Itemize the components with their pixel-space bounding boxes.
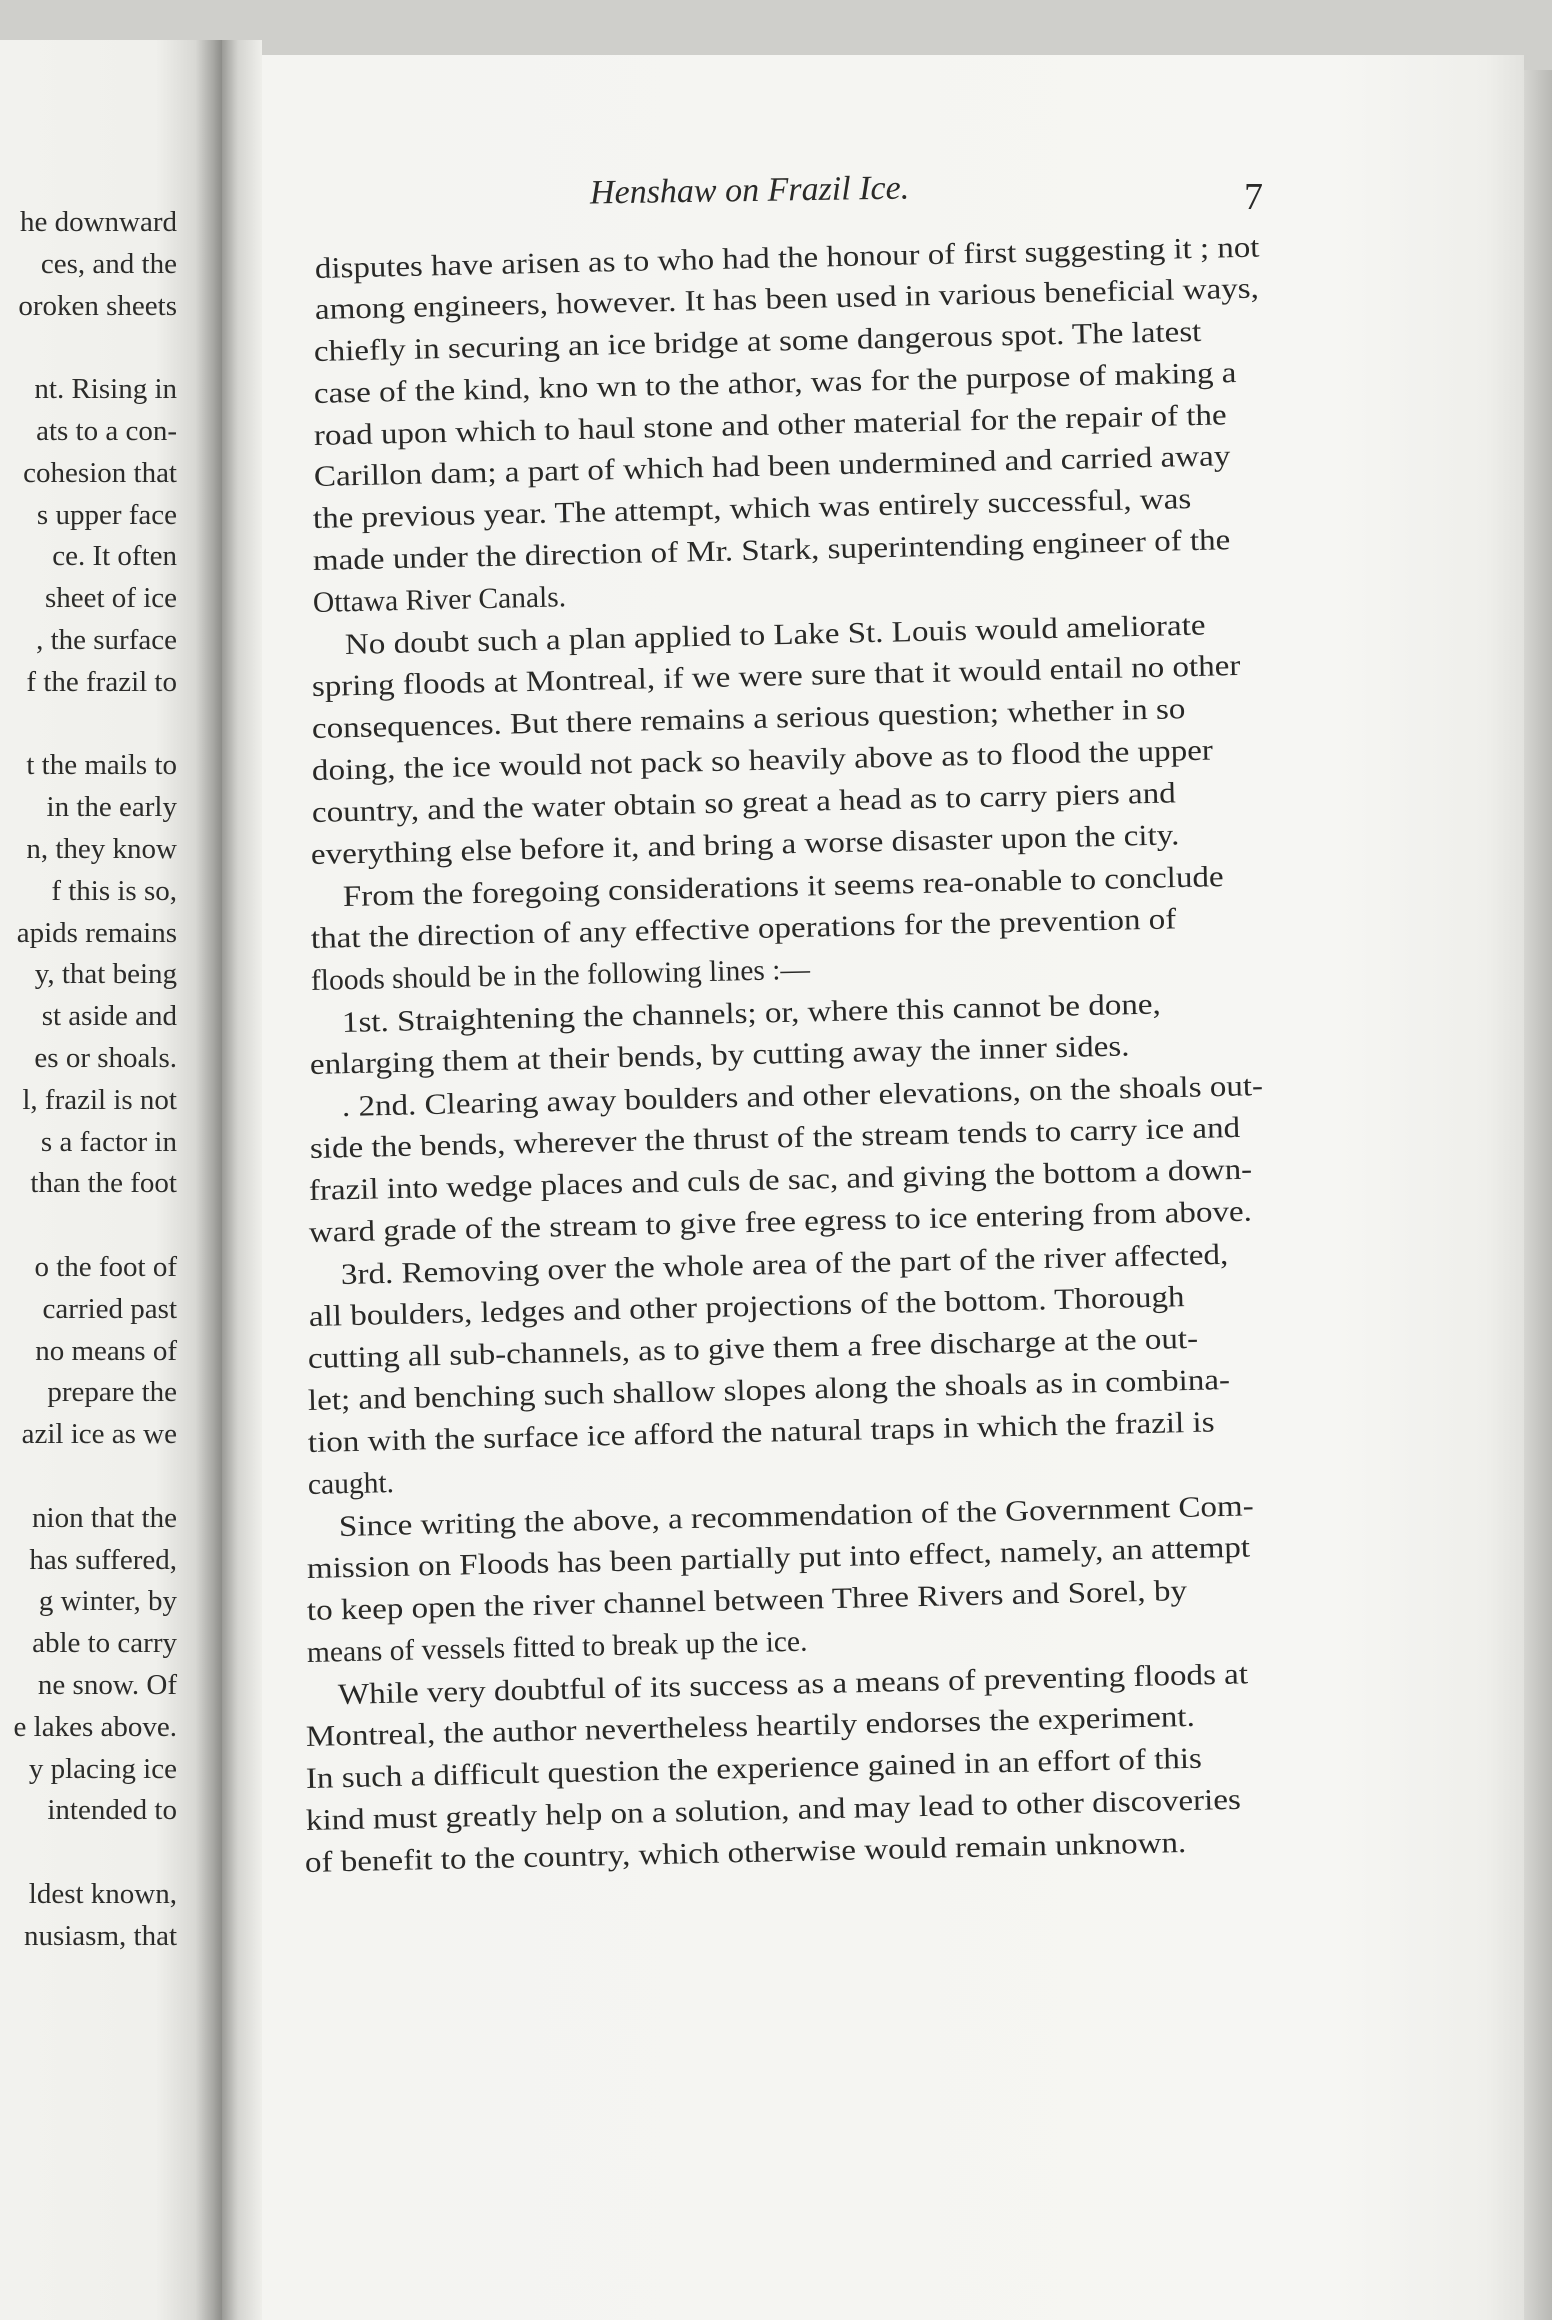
body-line: cutting all sub-channels, as to give them a free discharge at the out- xyxy=(307,1322,1199,1375)
body-line: disputes have arisen as to who had the honour of first suggesting it ; not xyxy=(314,231,1260,285)
left-page-line: n, they know xyxy=(26,833,177,865)
body-line: case of the kind, kno wn to the athor, was for the purpose of making a xyxy=(313,357,1237,410)
body-line: country, and the water obtain so great a head as to carry piers and xyxy=(311,777,1177,829)
body-line: No doubt such a plan applied to Lake St. Louis would ameliorate xyxy=(344,609,1206,661)
page-number: 7 xyxy=(1244,176,1263,218)
left-page-line: no means of xyxy=(35,1334,177,1367)
left-page-line: oroken sheets xyxy=(18,289,177,322)
body-line: of benefit to the country, which otherwise would remain unknown. xyxy=(304,1827,1187,1879)
body-line: tion with the surface ice afford the natural traps in which the frazil is xyxy=(307,1406,1215,1459)
left-page-line: carried past xyxy=(42,1292,177,1325)
body-line: floods should be in the following lines :— xyxy=(310,953,811,997)
left-page-line: sheet of ice xyxy=(44,582,177,615)
left-page-line: ces, and the xyxy=(40,247,177,280)
body-line: side the bends, wherever the thrust of the stream tends to carry ice and xyxy=(309,1111,1241,1165)
body-line: Since writing the above, a recommendation of the Government Com- xyxy=(338,1490,1254,1543)
body-line: the previous year. The attempt, which was entirely successful, was xyxy=(312,483,1192,535)
left-page-line: ne snow. Of xyxy=(37,1669,177,1701)
left-page-line: g winter, by xyxy=(38,1585,177,1618)
left-page-line: than the foot xyxy=(30,1167,177,1200)
body-line: . 2nd. Clearing away boulders and other elevations, on the shoals out- xyxy=(341,1070,1264,1123)
left-page-line: apids remains xyxy=(16,916,177,949)
left-page-line: s upper face xyxy=(36,498,177,531)
left-page-line: nion that the xyxy=(32,1501,177,1534)
body-line: kind must greatly help on a solution, and may lead to other discoveries xyxy=(305,1783,1242,1837)
left-page-line: f this is so, xyxy=(51,874,177,907)
body-line: While very doubtful of its success as a means of preventing floods at xyxy=(337,1658,1249,1711)
body-line: Carillon dam; a part of which had been undermined and carried away xyxy=(313,440,1231,493)
book-gutter xyxy=(222,40,262,2320)
body-line: spring floods at Montreal, if we were sure that it would entail no other xyxy=(311,649,1241,703)
body-line: ward grade of the stream to give free egress to ice entering from above. xyxy=(308,1195,1253,1249)
left-page-line: ats to a con- xyxy=(36,415,177,447)
body-line: In such a difficult question the experience gained in an effort of this xyxy=(305,1742,1203,1795)
left-page-line: nt. Rising in xyxy=(34,373,177,406)
left-page-line: in the early xyxy=(46,791,177,824)
body-line: Ottawa River Canals. xyxy=(312,581,567,619)
left-page-line: prepare the xyxy=(47,1376,177,1409)
left-page-line: has suffered, xyxy=(29,1543,177,1576)
running-head: Henshaw on Frazil Ice. xyxy=(589,169,910,212)
left-page-line: intended to xyxy=(47,1794,177,1827)
left-page-line: y, that being xyxy=(34,958,177,991)
left-page-line: o the foot of xyxy=(34,1251,177,1283)
left-page-line: nusiasm, that xyxy=(23,1919,177,1952)
body-line: enlarging them at their bends, by cutting away the inner sides. xyxy=(309,1030,1130,1081)
body-line: 1st. Straightening the channels; or, where this cannot be done, xyxy=(341,988,1162,1039)
body-line: that the direction of any effective operations for the prevention of xyxy=(310,903,1177,955)
left-page-line: , the surface xyxy=(36,624,177,656)
left-page-line: st aside and xyxy=(41,1000,177,1033)
page-edge xyxy=(1524,70,1552,2320)
body-line: road upon which to haul stone and other material for the repair of the xyxy=(313,399,1227,452)
body-line: consequences. But there remains a serious question; whether in so xyxy=(311,693,1186,745)
body-line: all boulders, ledges and other projections of the bottom. Thorough xyxy=(308,1281,1185,1333)
body-line: mission on Floods has been partially put into effect, namely, an attempt xyxy=(306,1531,1251,1585)
body-line: to keep open the river channel between Three Rivers and Sorel, by xyxy=(306,1575,1188,1627)
body-line: made under the direction of Mr. Stark, superintending engineer of the xyxy=(312,524,1231,577)
body-line: means of vessels fitted to break up the ice. xyxy=(306,1625,808,1669)
left-page-line: y placing ice xyxy=(28,1752,177,1785)
body-line: Montreal, the author nevertheless heartily endorses the experiment. xyxy=(305,1700,1196,1753)
left-page-line: cohesion that xyxy=(23,456,177,489)
body-line: chiefly in securing an ice bridge at some dangerous spot. The latest xyxy=(313,315,1202,368)
left-page-line: t the mails to xyxy=(26,749,177,782)
body-line: let; and benching such shallow slopes along the shoals as in combina- xyxy=(307,1364,1231,1417)
left-page-line: l, frazil is not xyxy=(22,1083,177,1116)
left-page-line: able to carry xyxy=(32,1627,177,1660)
left-page-line: ldest known, xyxy=(28,1878,177,1910)
body-line: everything else before it, and bring a worse disaster upon the city. xyxy=(310,819,1180,871)
left-page xyxy=(0,40,222,2320)
body-line: among engineers, however. It has been used in various beneficial ways, xyxy=(314,272,1260,326)
left-page-line: e lakes above. xyxy=(13,1710,177,1743)
left-page-line: he downward xyxy=(19,206,177,238)
body-line: 3rd. Removing over the whole area of the part of the river affected, xyxy=(340,1238,1229,1291)
left-page-line: es or shoals. xyxy=(34,1042,177,1074)
left-page-line: ce. It often xyxy=(52,540,177,573)
body-line: doing, the ice would not pack so heavily above as to flood the upper xyxy=(311,734,1214,787)
left-page-line: f the frazil to xyxy=(26,665,177,698)
body-line: caught. xyxy=(307,1467,395,1501)
left-page-line: azil ice as we xyxy=(21,1418,177,1451)
body-line: frazil into wedge places and culs de sac, and giving the bottom a down- xyxy=(308,1153,1253,1207)
left-page-line: s a factor in xyxy=(40,1125,177,1158)
body-line: From the foregoing considerations it seems rea-onable to conclude xyxy=(342,861,1224,913)
